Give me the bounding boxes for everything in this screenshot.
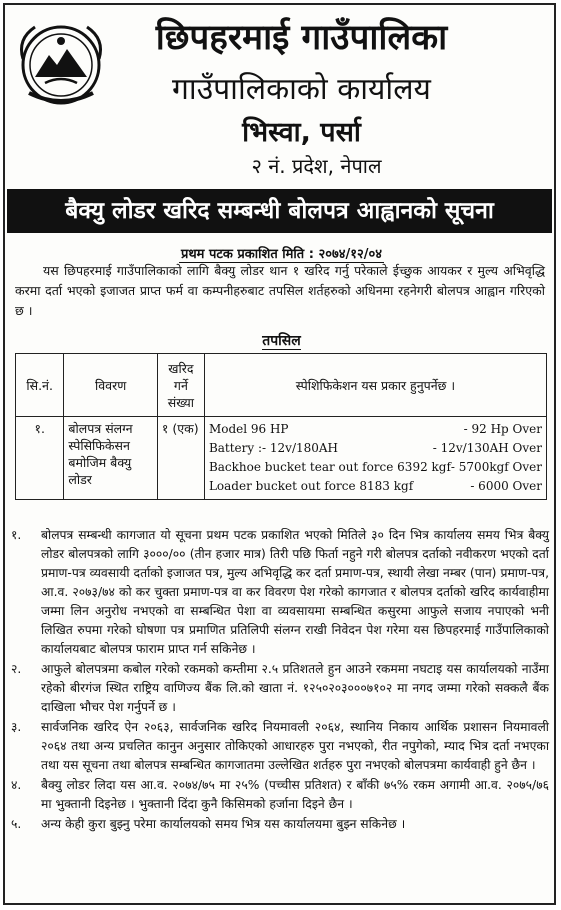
province-country: २ नं. प्रदेश, नेपाल (251, 154, 382, 178)
term-number: ३. (11, 720, 22, 734)
spec-line (209, 458, 542, 477)
term-text: सार्वजनिक खरिद ऐन २०६३, सार्वजनिक खरिद नियमावली २०६४, स्थानिय निकाय आर्थिक प्रशासन नियमावली २०६४ तथा अन्य प्रचलित कानुन अनुसार तोकिएको आधारहरु पुरा नभएको, रीत नपुगेको, म्याद भित्र दर्ता नभएका तथा यस सूचना तथा बोलपत्र सम्बन्धित कागजातमा उल्लेखित शर्तहरु पुरा नभएको बोलपत्रमा कार्यवाही हुने छैन । (41, 720, 549, 772)
list-item (11, 718, 549, 775)
term-number: १. (11, 528, 22, 542)
table-header-row (16, 354, 547, 417)
term-text: बोलपत्र सम्बन्धी कागजात यो सूचना प्रथम पटक प्रकाशित भएको मितिले ३० दिन भित्र कार्यालय समय भित्र बैक्यु लोडर बोलपत्रको लागि ३०००/०० (तीन हजार मात्र) तिरी पछि फिर्ता नहुने गरी बोलपत्र दर्ताको नवीकरण भएको दर्ता प्रमाण-पत्र व्यवसायी दर्ताको इजाजत पत्र, मुल्य अभिवृद्धि कर दर्ता प्रमाण-पत्र, स्थायी लेखा नम्बर (पान) प्रमाण-पत्र, आ.व. २०७३/७४ को कर चुक्ता प्रमाण-पत्र वा कर विवरण पेश गरेको कागजात र बोलपत्र दर्ताको खरिद कार्यवाहीमा जम्मा लिन अनुरोध नभएको वा सम्बन्धित पेशा वा व्यवसायमा सम्बन्धित कसुरमा आफुले सजाय नपाएको भनी लिखित रुपमा गरेको घोषणा पत्र प्रमाणित प्रतिलिपी संलग्न राखी निवेदन पेश गरेमा यस छिपहरमाई गाउँपालिकाको कार्यालयबाट बोलपत्र फाराम प्राप्त गर्न सकिनेछ । (41, 528, 549, 656)
list-item (11, 526, 549, 659)
header-sn: सि.नं. (16, 354, 64, 417)
term-text: बैक्यु लोडर लिदा यस आ.व. २०७४/७५ मा २५% (पच्चीस प्रतिशत) र बाँकी ७५% रकम अगामी आ.व. २०७५/७६ मा भुक्तानी दिइनेछ । भुक्तानी दिंदा कुनै किसिमको हर्जाना दिइने छैन । (41, 778, 549, 811)
notice-page (3, 3, 556, 905)
spec-line (209, 477, 542, 496)
list-item (11, 776, 549, 814)
notice-header (5, 5, 554, 185)
office-location: भिस्वा, पर्सा (242, 117, 361, 148)
spec-value: - 5700kgf Over (450, 460, 542, 474)
terms-list (11, 526, 549, 835)
row-description: बोलपत्र संलग्न स्पेसिफिकेसन बमोजिम बैक्यु लोडर (64, 417, 158, 500)
row-specifications (204, 417, 546, 500)
header-description: विवरण (64, 354, 158, 417)
list-item (11, 815, 549, 834)
spec-item: Loader bucket out force 8183 kgf (208, 479, 414, 493)
spec-line (209, 439, 542, 458)
office-name: गाउँपालिकाको कार्यालय (172, 72, 431, 107)
municipality-name: छिपहरमाई गाउँपालिका (155, 18, 448, 58)
notice-title-banner: बैक्यु लोडर खरिद सम्बन्धी बोलपत्र आह्वानको सूचना (7, 189, 552, 233)
header-quantity: खरिद गर्ने संख्या (157, 354, 204, 417)
row-quantity: १ (एक) (157, 417, 204, 500)
header-specification: स्पेशिफिकेशन यस प्रकार हुनुपर्नेछ । (204, 354, 546, 417)
published-date (5, 244, 556, 262)
spec-item: Model 96 HP (208, 422, 289, 436)
spec-value: - 92 Hp Over (463, 422, 542, 436)
term-number: २. (11, 662, 22, 676)
term-number: ५. (11, 817, 22, 831)
intro-paragraph: यस छिपहरमाई गाउँपालिकाको लागि बैक्यु लोडर थान १ खरिद गर्नु परेकाले ईच्छुक आयकर र मुल्य अभिवृद्धि करमा दर्ता भएको इजाजत प्राप्त फर्म वा कम्पनीहरुबाट तपसिल शर्तहरुको अधिनमा रहनेगरी बोलपत्र आह्वान गरिएको छ । (15, 263, 545, 318)
term-text: अन्य केही कुरा बुझ्नु परेमा कार्यालयको समय भित्र यस कार्यालयमा बुझ्न सकिनेछ । (41, 817, 406, 831)
published-date-text: प्रथम पटक प्रकाशित मिति : २०७४/१२/०४ (180, 247, 383, 262)
term-text: आफुले बोलपत्रमा कबोल गरेको रकमको कम्तीमा २.५ प्रतिशतले हुन आउने रकममा नघटाइ यस कार्यालयको नाउँमा रहेको बीरगंज स्थित राष्ट्रिय वाणिज्य बैंक लि.को खाता नं. १२५०२०३०००७१०२ मा नगद जम्मा गरेको सक्कलै बैंक दाखिला भौचर पेश गर्नुपर्ने छ । (41, 662, 549, 714)
list-item (11, 660, 549, 717)
table-row (16, 417, 547, 500)
spec-value: - 6000 Over (470, 479, 542, 493)
specification-table (15, 353, 547, 500)
spec-value: - 12v/130AH Over (432, 441, 542, 455)
spec-item: Backhoe bucket tear out force 6392 kgf (208, 460, 451, 474)
spec-line (209, 420, 542, 439)
term-number: ४. (11, 778, 22, 792)
row-sn: १. (16, 417, 64, 500)
table-title (5, 331, 556, 350)
spec-item: Battery :- 12v/180AH (208, 441, 339, 455)
table-title-text: तपसिल (262, 333, 301, 349)
